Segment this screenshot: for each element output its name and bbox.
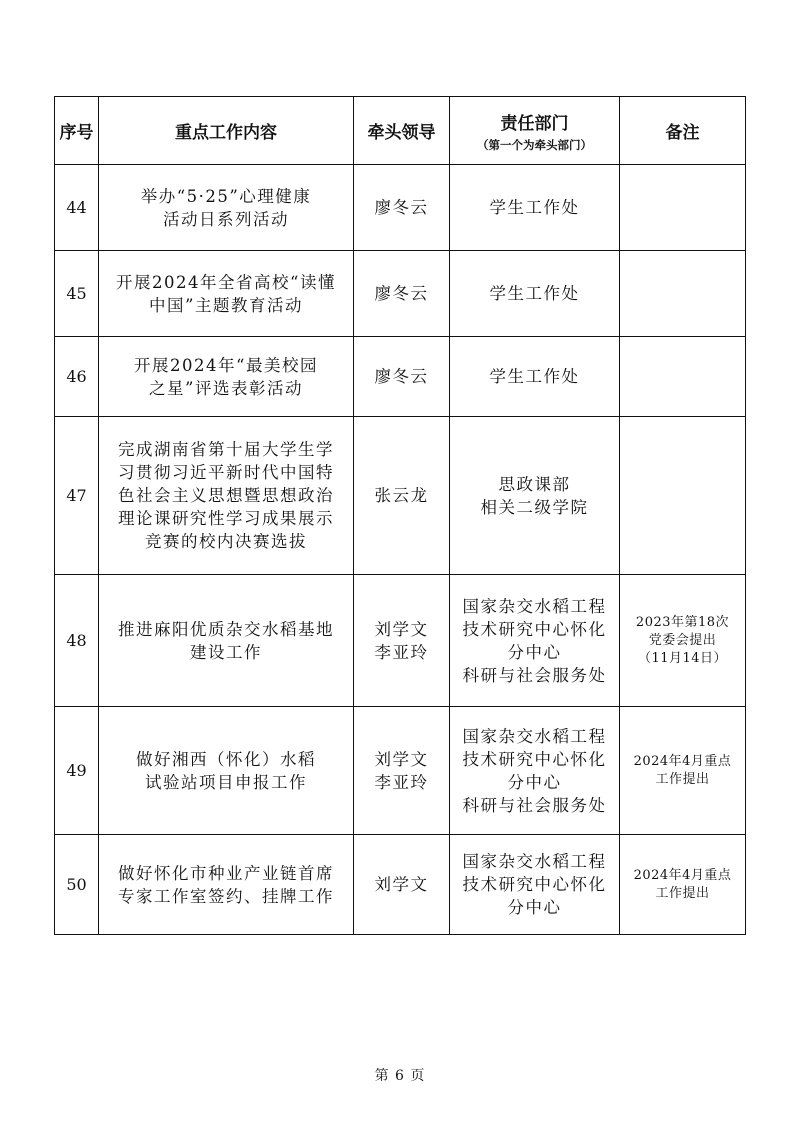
row-department-line: 分中心 <box>507 898 562 917</box>
row-department-line: 国家杂交水稻工程 <box>462 596 607 616</box>
row-content-line: 色社会主义思想暨思想政治 <box>118 486 334 505</box>
row-index: 47 <box>55 417 99 575</box>
row-content-line: 举办“5·25”心理健康 <box>140 186 312 206</box>
row-content-line: 竞赛的校内决赛选拔 <box>145 532 307 551</box>
row-remark <box>620 707 746 835</box>
row-index: 49 <box>55 707 99 835</box>
row-remark-line: （11月14日） <box>637 650 728 666</box>
row-department <box>450 417 620 575</box>
row-remark-line: 2024年4月重点 <box>633 867 732 883</box>
row-department-line: 学生工作处 <box>489 284 580 303</box>
table-row <box>55 575 746 707</box>
row-department-line: 国家杂交水稻工程 <box>462 852 607 871</box>
row-content <box>99 337 354 417</box>
table-row <box>55 337 746 417</box>
table-row <box>55 835 746 935</box>
table-row <box>55 707 746 835</box>
row-content-line: 开展2024年“最美校园 <box>134 355 318 375</box>
row-content-line: 开展2024年全省高校“读懂 <box>116 272 336 292</box>
table-row <box>55 251 746 337</box>
row-leader-line: 廖冬云 <box>374 367 429 386</box>
row-content <box>99 835 354 935</box>
row-department <box>450 707 620 835</box>
row-content-line: 做好湘西（怀化）水稻 <box>136 749 316 769</box>
row-content-line: 之星”评选表彰活动 <box>149 378 303 398</box>
row-department-line: 学生工作处 <box>489 198 580 217</box>
row-leader <box>354 251 450 337</box>
header-content: 重点工作内容 <box>99 97 354 165</box>
table-header-row <box>55 97 746 165</box>
row-department-line: 分中心 <box>507 772 562 792</box>
row-department <box>450 835 620 935</box>
row-department-line: 科研与社会服务处 <box>462 665 607 685</box>
row-department-line: 相关二级学院 <box>480 497 589 517</box>
row-department-line: 分中心 <box>507 642 562 662</box>
row-leader <box>354 575 450 707</box>
row-remark-line: 工作提出 <box>655 771 710 787</box>
row-department <box>450 165 620 251</box>
header-department-title: 责任部门 <box>500 113 569 134</box>
row-remark <box>620 251 746 337</box>
row-content <box>99 707 354 835</box>
row-department-line: 技术研究中心怀化 <box>462 749 607 769</box>
row-leader-line: 张云龙 <box>374 486 429 505</box>
row-department <box>450 575 620 707</box>
row-department <box>450 337 620 417</box>
row-remark-line: 2024年4月重点 <box>633 753 732 769</box>
page-number: 第 6 页 <box>374 1068 426 1084</box>
row-content-line: 专家工作室签约、挂牌工作 <box>118 886 334 906</box>
row-content-line: 试验站项目申报工作 <box>145 772 307 792</box>
row-leader-line: 廖冬云 <box>374 198 429 217</box>
row-department-line: 科研与社会服务处 <box>462 795 607 815</box>
row-remark <box>620 835 746 935</box>
row-department-line: 学生工作处 <box>489 367 580 386</box>
row-index: 48 <box>55 575 99 707</box>
row-content-line: 习贯彻习近平新时代中国特 <box>118 463 334 482</box>
row-remark-line: 党委会提出 <box>648 632 717 648</box>
header-department-subtitle: （第一个为牵头部门） <box>477 137 592 152</box>
row-remark <box>620 417 746 575</box>
row-leader <box>354 165 450 251</box>
header-index: 序号 <box>55 97 99 165</box>
row-leader-line: 刘学文 <box>374 749 429 769</box>
row-department-line: 技术研究中心怀化 <box>462 619 607 639</box>
row-leader-line: 李亚玲 <box>374 772 429 792</box>
row-department-line: 国家杂交水稻工程 <box>462 726 607 746</box>
row-leader <box>354 835 450 935</box>
row-content-line: 理论课研究性学习成果展示 <box>118 509 334 528</box>
row-index: 44 <box>55 165 99 251</box>
row-remark <box>620 337 746 417</box>
row-content <box>99 575 354 707</box>
header-remark: 备注 <box>620 97 746 165</box>
row-content-line: 建设工作 <box>190 642 262 662</box>
row-remark-line: 2023年第18次 <box>635 614 730 630</box>
row-content-line: 推进麻阳优质杂交水稻基地 <box>118 619 334 639</box>
row-index: 45 <box>55 251 99 337</box>
row-department-line: 思政课部 <box>498 474 571 494</box>
row-index: 46 <box>55 337 99 417</box>
table-row <box>55 165 746 251</box>
header-leader: 牵头领导 <box>354 97 450 165</box>
table-row <box>55 417 746 575</box>
row-index: 50 <box>55 835 99 935</box>
row-content <box>99 417 354 575</box>
row-remark-line: 工作提出 <box>655 885 710 901</box>
row-content-line: 做好怀化市种业产业链首席 <box>118 863 334 883</box>
row-content-line: 完成湖南省第十届大学生学 <box>118 440 334 459</box>
work-item-table <box>54 96 746 935</box>
row-department-line: 技术研究中心怀化 <box>462 875 607 894</box>
row-remark <box>620 575 746 707</box>
row-leader-line: 李亚玲 <box>374 642 429 662</box>
row-content-line: 活动日系列活动 <box>163 209 289 229</box>
row-content <box>99 251 354 337</box>
row-content <box>99 165 354 251</box>
row-department <box>450 251 620 337</box>
row-remark <box>620 165 746 251</box>
row-leader <box>354 337 450 417</box>
row-leader-line: 刘学文 <box>374 619 429 639</box>
row-leader <box>354 417 450 575</box>
row-content-line: 中国”主题教育活动 <box>149 295 303 315</box>
row-leader-line: 刘学文 <box>374 875 429 894</box>
header-department <box>450 97 620 165</box>
row-leader-line: 廖冬云 <box>374 284 429 303</box>
row-leader <box>354 707 450 835</box>
